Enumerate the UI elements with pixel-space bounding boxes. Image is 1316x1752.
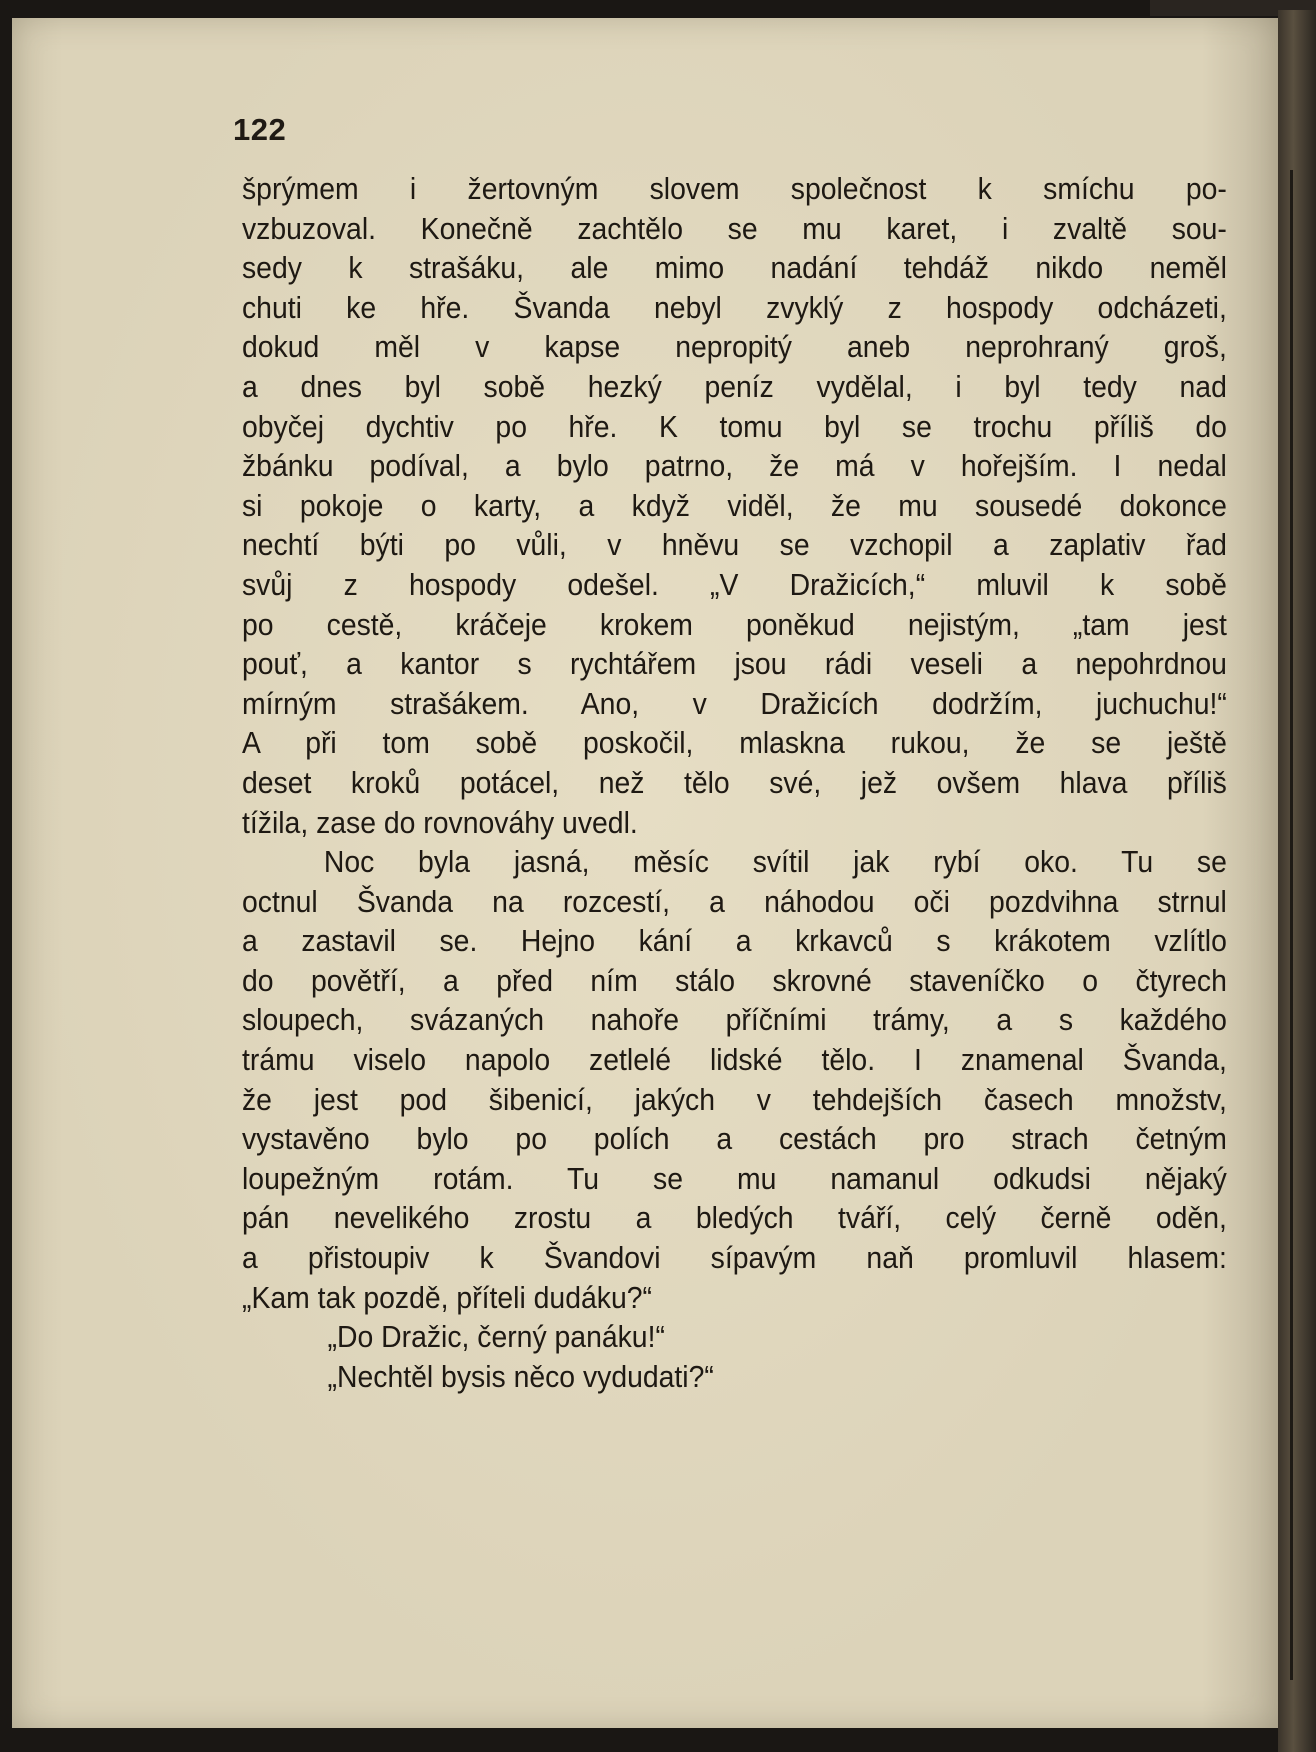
- text-line: nechtí býti po vůli, v hněvu se vzchopil a zaplativ řad: [242, 528, 1227, 563]
- text-line: deset kroků potácel, než tělo své, jež ovšem hlava příliš: [242, 765, 1227, 800]
- body-text: [242, 170, 1227, 1397]
- text-line: do povětří, a před ním stálo skrovné staveníčko o čtyrech: [242, 963, 1227, 998]
- text-line: dokud měl v kapse nepropitý aneb neprohraný groš,: [242, 330, 1227, 365]
- dialogue-line: „Kam tak pozdě, příteli dudáku?“: [242, 1280, 652, 1315]
- text-line: mírným strašákem. Ano, v Dražicích dodržím, juchuchu!“: [242, 686, 1227, 721]
- text-line: šprýmem i žertovným slovem společnost k smíchu po-: [242, 172, 1227, 206]
- page-number: 122: [233, 112, 287, 147]
- text-line: loupežným rotám. Tu se mu namanul odkudsi nějaký: [242, 1161, 1227, 1196]
- text-line: octnul Švanda na rozcestí, a náhodou oči pozdvihna strnul: [242, 884, 1227, 919]
- text-line-paragraph-start: Noc byla jasná, měsíc svítil jak rybí oko. Tu se: [323, 845, 1227, 880]
- text-line: že jest pod šibenicí, jakých v tehdejších časech množstv,: [242, 1082, 1227, 1117]
- text-line: a zastavil se. Hejno kání a krkavců s krákotem vzlítlo: [242, 924, 1227, 959]
- text-line: si pokoje o karty, a když viděl, že mu sousedé dokonce: [242, 488, 1227, 523]
- text-line: po cestě, kráčeje krokem poněkud nejistým, „tam jest: [242, 607, 1227, 642]
- page-spine-edge: [1278, 10, 1316, 1752]
- dialogue-line: „Do Dražic, černý panáku!“: [327, 1320, 665, 1355]
- text-line: žbánku podíval, a bylo patrno, že má v hořejším. I nedal: [242, 449, 1227, 484]
- text-line: sedy k strašáku, ale mimo nadání tehdáž nikdo neměl: [242, 251, 1227, 286]
- text-line: vystavěno bylo po polích a cestách pro strach četným: [242, 1122, 1227, 1157]
- dialogue-line: „Nechtěl bysis něco vydudati?“: [327, 1359, 714, 1394]
- text-line: obyčej dychtiv po hře. K tomu byl se trochu příliš do: [242, 409, 1227, 444]
- text-line: a dnes byl sobě hezký peníz vydělal, i byl tedy nad: [242, 369, 1227, 404]
- text-line: vzbuzoval. Konečně zachtělo se mu karet, i zvaltě sou-: [242, 211, 1227, 246]
- text-line: pouť, a kantor s rychtářem jsou rádi veseli a nepohrdnou: [242, 647, 1227, 682]
- text-line-paragraph-end: tížila, zase do rovnováhy uvedl.: [242, 805, 638, 840]
- page-spine-shadow: [1290, 170, 1293, 1680]
- text-line: pán nevelikého zrostu a bledých tváří, celý černě oděn,: [242, 1201, 1227, 1236]
- text-line: chuti ke hře. Švanda nebyl zvyklý z hospody odcházeti,: [242, 290, 1227, 325]
- text-line: a přistoupiv k Švandovi sípavým naň promluvil hlasem:: [242, 1241, 1227, 1276]
- text-line: sloupech, svázaných nahoře příčními trámy, a s každého: [242, 1003, 1227, 1038]
- text-line: A při tom sobě poskočil, mlaskna rukou, že se ještě: [242, 726, 1227, 761]
- text-line: trámu viselo napolo zetlelé lidské tělo. I znamenal Švanda,: [242, 1043, 1227, 1078]
- text-line: svůj z hospody odešel. „V Dražicích,“ mluvil k sobě: [242, 567, 1227, 602]
